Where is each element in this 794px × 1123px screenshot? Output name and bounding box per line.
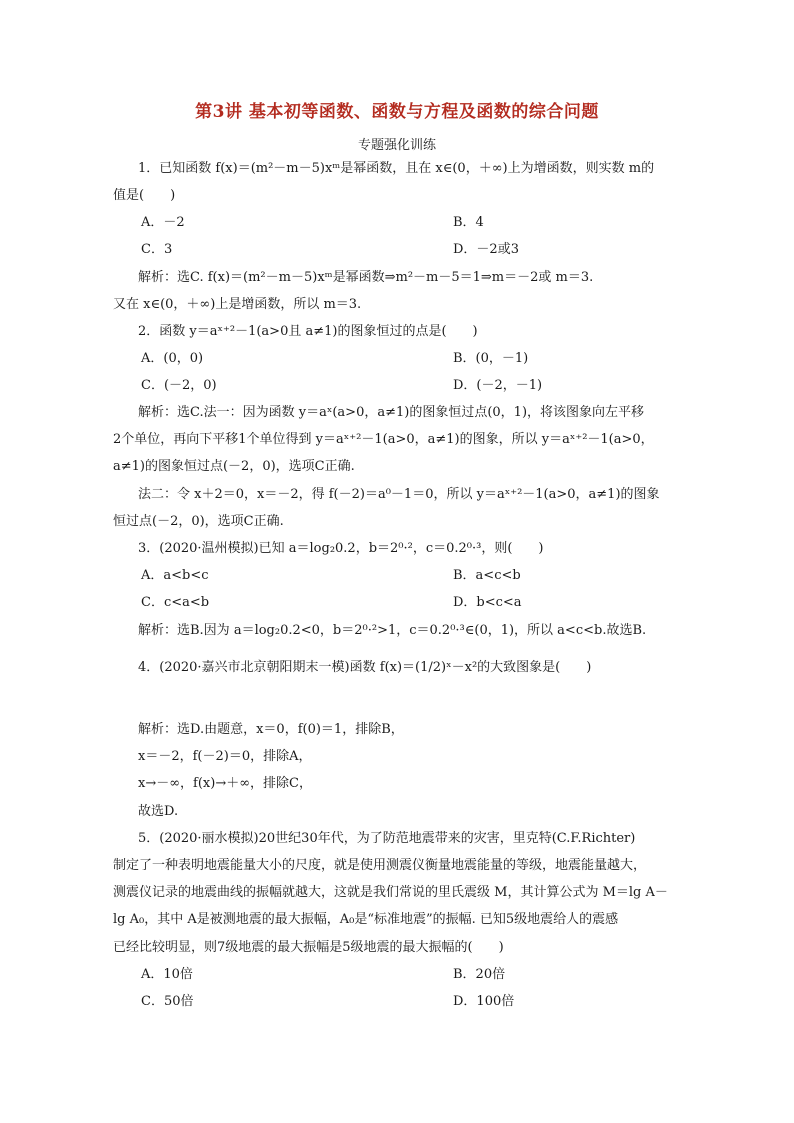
q1-option-d: D．－2或3: [453, 242, 519, 257]
q5-stem-cont: 测震仪记录的地震曲线的振幅就越大，这就是我们常说的里氏震级 M，其计算公式为 M＝lg A－: [113, 885, 668, 900]
q5-stem: 5．(2020·丽水模拟)20世纪30年代，为了防范地震带来的灾害，里克特(C.F.Richter): [138, 831, 636, 846]
q4-stem: 4．(2020·嘉兴市北京朝阳期末一模)函数 f(x)＝(1/2)ˣ－x²的大致图象是( ): [138, 660, 592, 675]
q2-option-a: A．(0，0): [141, 351, 204, 366]
q1-option-b: B．4: [453, 215, 484, 230]
q4-solution-conclusion: 故选D.: [138, 804, 179, 819]
q5-option-a: A．10倍: [141, 967, 193, 982]
q4-solution: 解析：选D.由题意，x＝0，f(0)＝1，排除B，: [138, 722, 404, 737]
q2-solution: 解析：选C.法一：因为函数 y＝aˣ(a>0，a≠1)的图象恒过点(0，1)，将该图象向左平移: [138, 405, 645, 420]
q5-stem-cont: lg A₀，其中 A是被测地震的最大振幅，A₀是“标准地震”的振幅. 已知5级地震给人的震感: [113, 912, 619, 927]
q1-option-a: A．－2: [141, 215, 185, 230]
q1-stem-cont: 值是( ): [113, 188, 176, 203]
q2-solution-alt-cont: 恒过点(－2，0)，选项C正确.: [113, 514, 284, 529]
q3-solution: 解析：选B.因为 a＝log₂0.2<0，b＝2⁰·²>1，c＝0.2⁰·³∈(0，1)，所以 a<c<b.故选B.: [138, 623, 647, 638]
q5-option-b: B．20倍: [453, 967, 506, 982]
q2-solution-cont: 2个单位，再向下平移1个单位得到 y＝aˣ⁺²－1(a>0，a≠1)的图象，所以 y＝aˣ⁺²－1(a>0，: [113, 432, 654, 447]
page-title: 第3讲 基本初等函数、函数与方程及函数的综合问题: [195, 102, 599, 122]
q4-solution-step: x＝－2，f(－2)＝0，排除A，: [138, 749, 312, 764]
q2-solution-alt: 法二：令 x＋2＝0，x＝－2，得 f(－2)＝a⁰－1＝0，所以 y＝aˣ⁺²－1(a>0，a≠1)的图象: [138, 487, 660, 502]
q1-option-c: C．3: [141, 242, 173, 257]
q3-option-b: B．a<c<b: [453, 568, 521, 583]
q2-option-b: B．(0，－1): [453, 351, 529, 366]
q5-option-d: D．100倍: [453, 994, 515, 1009]
q2-stem: 2．函数 y＝aˣ⁺²－1(a>0且 a≠1)的图象恒过的点是( ): [138, 324, 478, 339]
q2-option-c: C．(－2，0): [141, 378, 217, 393]
q5-stem-cont: 制定了一种表明地震能量大小的尺度，就是使用测震仪衡量地震能量的等级，地震能量越大，: [113, 858, 647, 873]
q1-stem: 1．已知函数 f(x)＝(m²－m－5)xᵐ是幂函数，且在 x∈(0，＋∞)上为增函数，则实数 m的: [138, 161, 655, 176]
q2-solution-cont: a≠1)的图象恒过点(－2，0)，选项C正确.: [113, 459, 355, 474]
q3-option-a: A．a<b<c: [141, 568, 209, 583]
q3-stem: 3．(2020·温州模拟)已知 a＝log₂0.2，b＝2⁰·²，c＝0.2⁰·³，则( ): [138, 541, 544, 556]
q3-option-c: C．c<a<b: [141, 595, 210, 610]
q4-solution-step: x→－∞，f(x)→＋∞，排除C，: [138, 776, 313, 791]
page-subtitle: 专题强化训练: [357, 138, 436, 153]
q1-solution: 解析：选C. f(x)＝(m²－m－5)xᵐ是幂函数⇒m²－m－5＝1⇒m＝－2或 m＝3.: [138, 270, 594, 285]
q2-option-d: D．(－2，－1): [453, 378, 543, 393]
q5-option-c: C．50倍: [141, 994, 194, 1009]
q5-stem-cont: 已经比较明显，则7级地震的最大振幅是5级地震的最大振幅的( ): [113, 940, 504, 955]
q1-solution-cont: 又在 x∈(0，＋∞)上是增函数，所以 m＝3.: [113, 297, 362, 312]
q3-option-d: D．b<c<a: [453, 595, 522, 610]
